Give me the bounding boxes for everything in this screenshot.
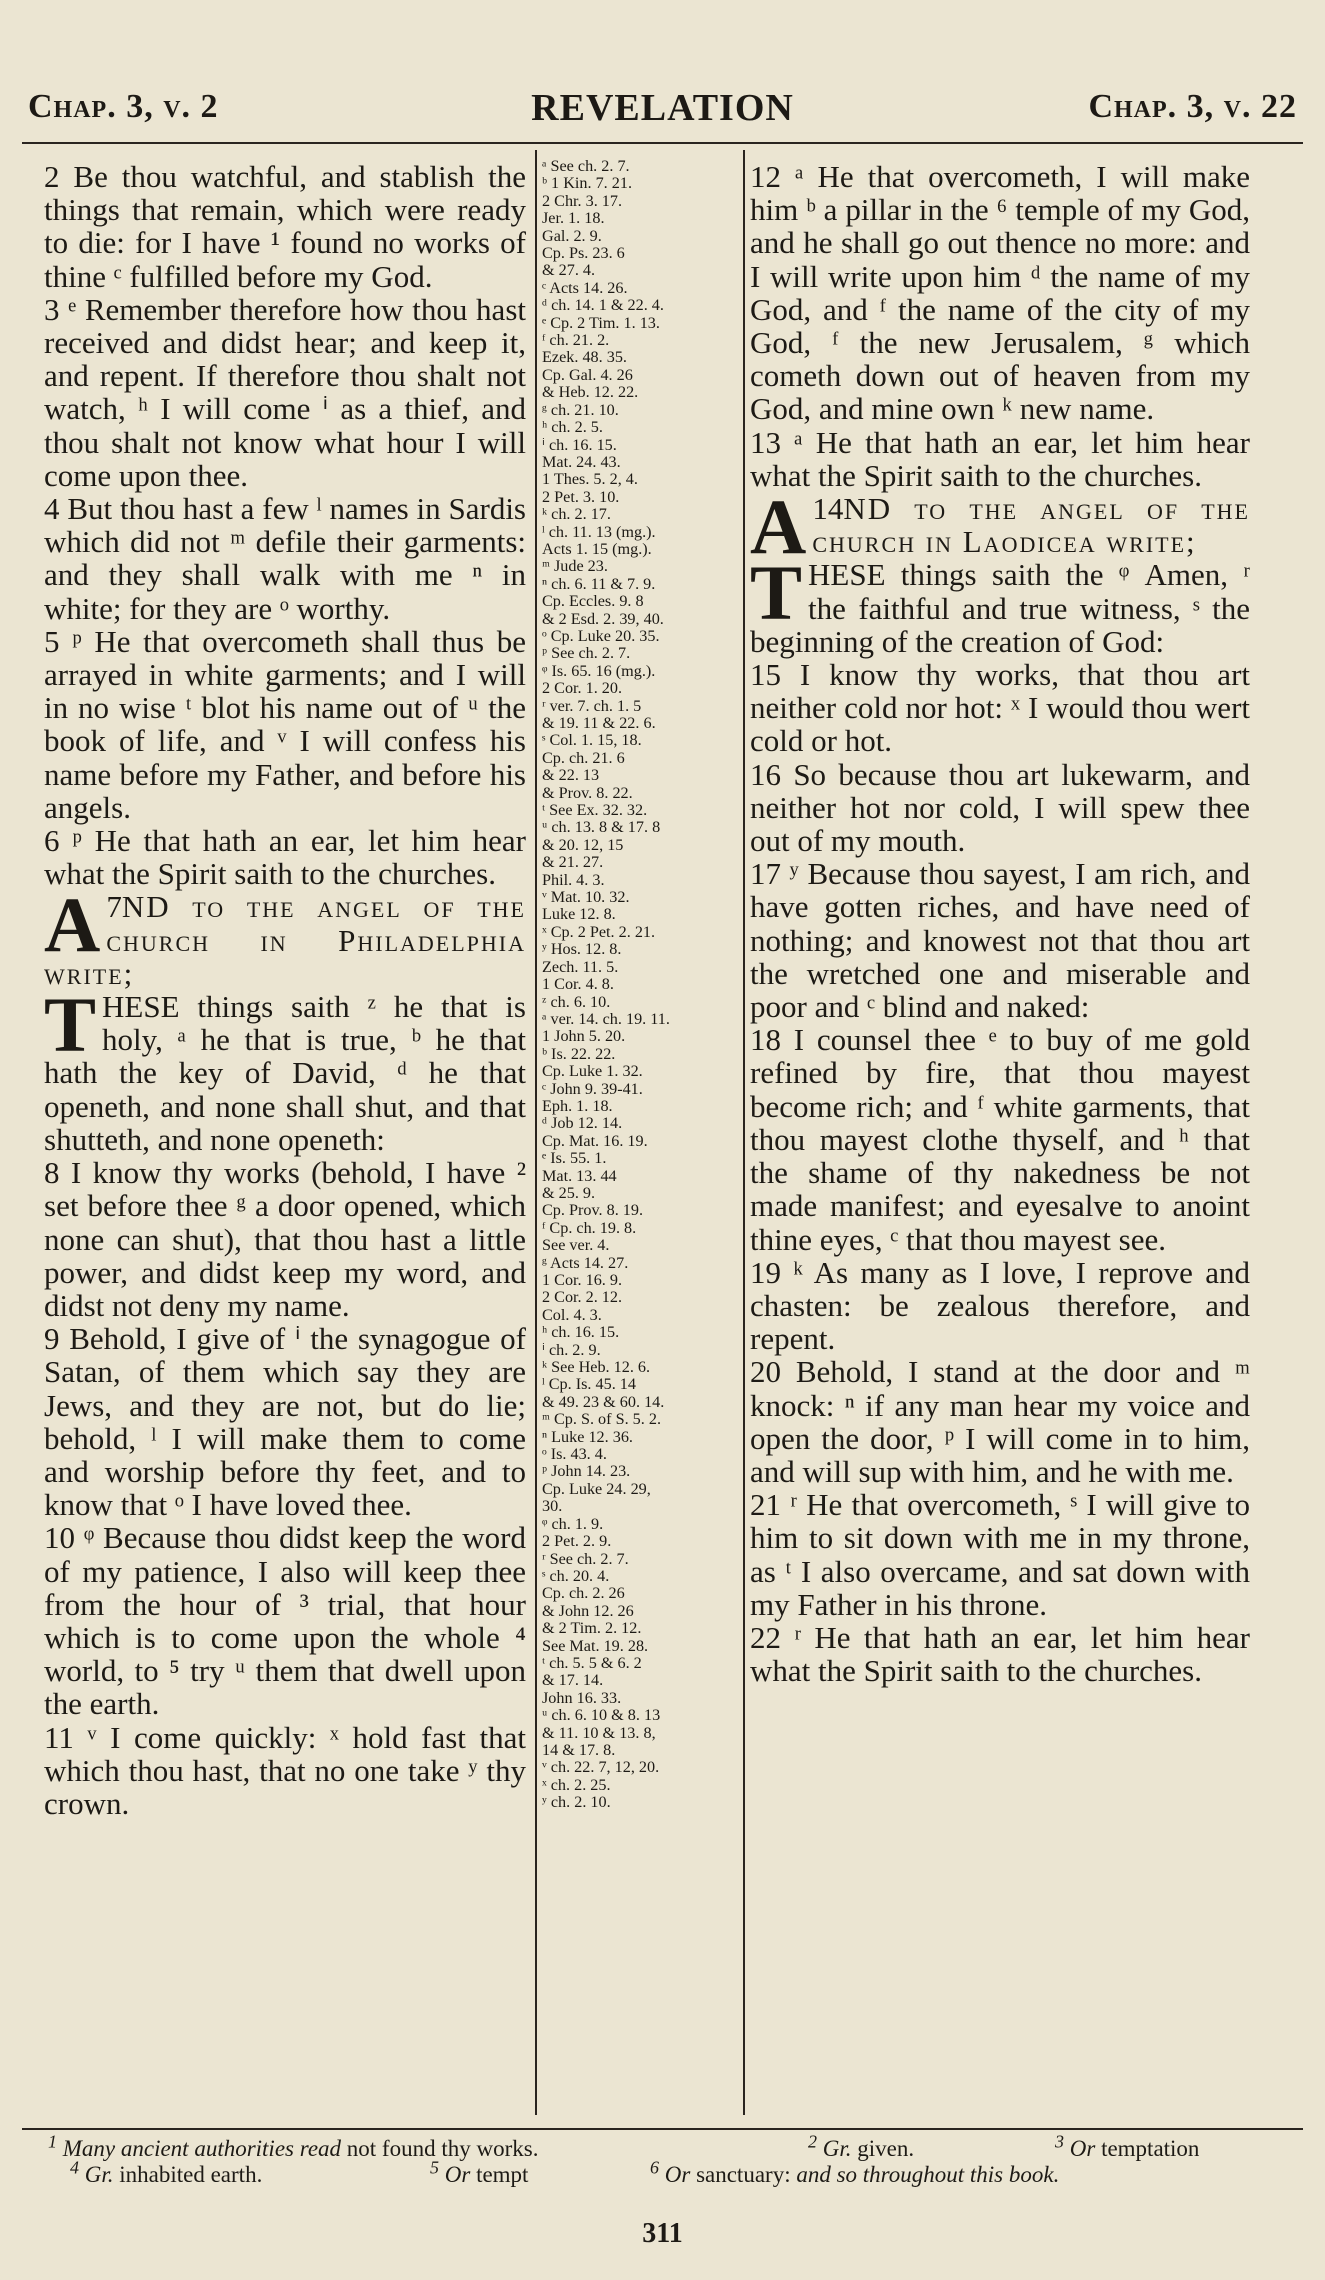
cross-reference-line: Col. 4. 3. <box>542 1305 602 1324</box>
footnote-line-2 <box>40 2157 1295 2188</box>
cross-reference-line: ᵗ See Ex. 32. 32. <box>542 801 648 820</box>
cross-reference-line: ᵠ Is. 65. 16 (mg.). <box>542 661 656 680</box>
cross-reference-line: & 22. 13 <box>542 766 600 785</box>
cross-reference-line: ᶠ Cp. ch. 19. 8. <box>542 1218 637 1237</box>
cross-reference-line: Phil. 4. 3. <box>542 870 605 889</box>
cross-reference-line: ⁱ ch. 16. 15. <box>542 435 617 454</box>
cross-reference-line: Cp. Prov. 8. 19. <box>542 1201 644 1220</box>
verse-9: 9 Behold, I give of ⁱ the synagogue of Satan, of them which say they are Jews, and they are not, but do lie; behold, ˡ I will make them to come and worship before thy feet, and to know that ᵒ I have loved thee. <box>44 1321 526 1523</box>
cross-reference-line: 1 Thes. 5. 2, 4. <box>542 470 638 489</box>
footnote-rule <box>22 2128 1303 2130</box>
verse-20: 20 Behold, I stand at the door and ᵐ knock: ⁿ if any man hear my voice and open the door, ᵖ I will come in to him, and will sup with him, and he with me. <box>750 1354 1250 1489</box>
verse-10: 10 ᵠ Because thou didst keep the word of my patience, I also will keep thee from the hour of ³ trial, that hour which is to come upon the whole ⁴ world, to ⁵ try ᵘ them that dwell upon the earth. <box>44 1520 526 1722</box>
verse-7-number: 7 <box>106 889 122 925</box>
footnotes <box>40 2131 1295 2188</box>
cross-reference-line: & 25. 9. <box>542 1183 596 1202</box>
verse-13: 13 ᵃ He that hath an ear, let him hear what the Spirit saith to the churches. <box>750 424 1250 493</box>
cross-reference-line: ʳ ver. 7. ch. 1. 5 <box>542 696 642 715</box>
cross-reference-line: ᵍ Acts 14. 27. <box>542 1253 629 1272</box>
cross-reference-line: & 2 Tim. 2. 12. <box>542 1619 642 1638</box>
letter-opening-laodicea <box>750 549 1250 659</box>
page-number: 311 <box>642 2218 683 2249</box>
cross-reference-line: ᵍ ch. 21. 10. <box>542 400 619 419</box>
header-right-chapter-verse: Chap. 3, v. 22 <box>1088 88 1297 125</box>
cross-reference-line: ˣ Cp. 2 Pet. 2. 21. <box>542 922 656 941</box>
cross-reference-line: ˢ ch. 20. 4. <box>542 1566 610 1585</box>
cross-reference-line: & 19. 11 & 22. 6. <box>542 714 656 732</box>
cross-reference-line: Cp. Eccles. 9. 8 <box>542 592 644 611</box>
cross-reference-line: ᵉ Cp. 2 Tim. 1. 13. <box>542 313 660 332</box>
running-header <box>22 86 1303 144</box>
verse-14-number: 14 <box>812 491 844 527</box>
header-left-chapter-verse: Chap. 3, v. 2 <box>28 88 219 125</box>
cross-reference-line: Mat. 24. 43. <box>542 452 621 471</box>
cross-reference-line: Cp. Ps. 23. 6 <box>542 244 625 263</box>
section-heading-laodicea <box>750 483 1250 571</box>
cross-reference-line: ᵇ 1 Kin. 7. 21. <box>542 174 632 193</box>
cross-reference-line: ᵛ Mat. 10. 32. <box>542 888 630 907</box>
cross-reference-line: Cp. ch. 21. 6 <box>542 748 625 767</box>
cross-reference-line: Ezek. 48. 35. <box>542 348 627 367</box>
cross-reference-line: ⁿ ch. 6. 11 & 7. 9. <box>542 574 656 593</box>
cross-reference-line: ᵘ ch. 13. 8 & 17. 8 <box>542 818 661 837</box>
cross-reference-line: Eph. 1. 18. <box>542 1096 613 1115</box>
cross-reference-line: & Prov. 8. 22. <box>542 783 633 802</box>
cross-reference-line: ᵒ Is. 43. 4. <box>542 1445 607 1464</box>
section-heading-philadelphia <box>44 881 526 991</box>
verse-22: 22 ʳ He that hath an ear, let him hear what the Spirit saith to the churches. <box>750 1619 1250 1689</box>
cross-reference-line: ʰ ch. 16. 15. <box>542 1323 620 1342</box>
cross-reference-line: Cp. Luke 1. 32. <box>542 1062 643 1081</box>
cross-reference-line: ᵈ Job 12. 14. <box>542 1114 623 1133</box>
cross-reference-line: Cp. Luke 24. 29, <box>542 1479 651 1498</box>
column-divider-right <box>743 150 745 2115</box>
letter-opening-text: HESE things saith the ᵠ Amen, ʳ the faithful and true witness, ˢ the beginning of the creation of God: <box>750 557 1250 659</box>
cross-reference-line: ᶠ ch. 21. 2. <box>542 331 610 350</box>
verse-14-text: ND to the angel of the church in Laodicea write; <box>812 491 1250 560</box>
right-text-column <box>750 160 1250 1687</box>
header-book-title: REVELATION <box>531 87 794 129</box>
cross-reference-line: Zech. 11. 5. <box>542 957 619 976</box>
cross-reference-line: ˡ Cp. Is. 45. 14 <box>542 1375 636 1394</box>
cross-reference-line: ᶜ Acts 14. 26. <box>542 278 628 297</box>
cross-reference-line: 2 Cor. 2. 12. <box>542 1288 623 1307</box>
cross-reference-line: 2 Chr. 3. 17. <box>542 191 623 210</box>
cross-reference-line: ᵏ See Heb. 12. 6. <box>542 1358 651 1377</box>
cross-reference-line: Gal. 2. 9. <box>542 226 602 245</box>
cross-reference-line: ᵒ Cp. Luke 20. 35. <box>542 626 660 645</box>
drop-cap-a: A <box>44 881 101 969</box>
cross-reference-line: ᵖ John 14. 23. <box>542 1462 631 1481</box>
cross-reference-line: ᵈ ch. 14. 1 & 22. 4. <box>542 296 664 315</box>
verse-3: 3 ᵉ Remember therefore how thou hast received and didst hear; and keep it, and repent. If therefore thou shalt not watch, ʰ I will come ⁱ as a thief, and thou shalt not know what hour I will come upon thee. <box>44 291 526 493</box>
cross-reference-line: & 17. 14. <box>542 1671 604 1690</box>
cross-reference-line: ᵘ ch. 6. 10 & 8. 13 <box>542 1706 661 1725</box>
verse-4: 4 But thou hast a few ˡ names in Sardis which did not ᵐ defile their garments: and they shall walk with me ⁿ in white; for they are ᵒ worthy. <box>44 491 526 626</box>
verse-19: 19 ᵏ As many as I love, I reprove and chasten: be zealous therefore, and repent. <box>750 1254 1250 1357</box>
header-rule <box>22 142 1303 144</box>
cross-reference-line: & John 12. 26 <box>542 1601 634 1620</box>
cross-reference-line: Cp. ch. 2. 26 <box>542 1584 625 1603</box>
footnote-5: $^5$ Or tempt <box>430 2157 529 2187</box>
footnote-line-1 <box>40 2131 1295 2162</box>
footnote-2: $^2$ Gr. given. <box>808 2131 915 2161</box>
cross-reference-line: Mat. 13. 44 <box>542 1166 617 1185</box>
drop-cap-t: T <box>44 981 97 1069</box>
verse-21: 21 ʳ He that overcometh, ˢ I will give to him to sit down with me in my throne, as ᵗ I also overcame, and sat down with my Father in his throne. <box>750 1487 1250 1622</box>
verse-16: 16 So because thou art lukewarm, and neither hot nor cold, I will spew thee out of my mouth. <box>750 756 1250 859</box>
cross-reference-line: ᵉ Is. 55. 1. <box>542 1149 607 1168</box>
cross-reference-line: ᶜ John 9. 39-41. <box>542 1079 643 1098</box>
letter-opening-philadelphia <box>44 981 526 1157</box>
cross-reference-line: ᵐ Jude 23. <box>542 557 608 576</box>
cross-reference-line: ᶻ ch. 6. 10. <box>542 992 611 1011</box>
cross-reference-line: & 20. 12, 15 <box>542 835 624 854</box>
cross-reference-line: ⁿ Luke 12. 36. <box>542 1427 633 1446</box>
cross-reference-line: ʳ See ch. 2. 7. <box>542 1549 629 1568</box>
cross-reference-line: ʸ ch. 2. 10. <box>542 1793 611 1812</box>
verse-11: 11 ᵛ I come quickly: ˣ hold fast that which thou hast, that no one take ʸ thy crown. <box>44 1719 526 1821</box>
cross-reference-line: 1 Cor. 16. 9. <box>542 1271 623 1289</box>
cross-reference-line: & Heb. 12. 22. <box>542 383 639 402</box>
cross-reference-line: 30. <box>542 1497 563 1516</box>
cross-reference-line: 2 Cor. 1. 20. <box>542 679 623 698</box>
cross-reference-line: & 11. 10 & 13. 8, <box>542 1723 656 1742</box>
footnote-4: $^4$ Gr. inhabited earth. <box>70 2157 263 2187</box>
cross-reference-line: See ver. 4. <box>542 1236 610 1255</box>
cross-reference-line: Acts 1. 15 (mg.). <box>542 539 652 558</box>
verse-12: 12 ᵃ He that overcometh, I will make him ᵇ a pillar in the ⁶ temple of my God, and he shall go out thence no more: and I will write upon him ᵈ the name of my God, and ᶠ the name of the city of my God, ᶠ the new Jerusalem, ᵍ which cometh down out of heaven from my God, and mine own ᵏ new name. <box>750 159 1250 427</box>
cross-reference-line: ˢ Col. 1. 15, 18. <box>542 731 642 750</box>
drop-cap-t: T <box>750 549 803 637</box>
cross-reference-line: & 49. 23 & 60. 14. <box>542 1392 665 1411</box>
cross-reference-line: 14 & 17. 8. <box>542 1740 616 1759</box>
cross-reference-line: ˣ ch. 2. 25. <box>542 1775 611 1794</box>
cross-reference-column <box>542 158 738 1812</box>
drop-cap-a: A <box>750 483 807 571</box>
cross-reference-line: ᵗ ch. 5. 5 & 6. 2 <box>542 1653 642 1672</box>
cross-reference-line: John 16. 33. <box>542 1688 622 1707</box>
cross-reference-line: & 21. 27. <box>542 853 604 872</box>
cross-reference-line: ᵐ Cp. S. of S. 5. 2. <box>542 1410 661 1429</box>
cross-reference-line: ᵛ ch. 22. 7, 12, 20. <box>542 1758 660 1777</box>
cross-reference-line: ˡ ch. 11. 13 (mg.). <box>542 522 656 541</box>
cross-reference-line: ᵠ ch. 1. 9. <box>542 1514 604 1533</box>
cross-reference-line: ᵏ ch. 2. 17. <box>542 505 611 524</box>
cross-reference-line: 1 John 5. 20. <box>542 1027 626 1046</box>
cross-reference-line: 2 Pet. 3. 10. <box>542 487 620 506</box>
verse-7-text: ND to the angel of the church in Philadelphia write; <box>44 889 526 991</box>
cross-reference-line: ᵇ Is. 22. 22. <box>542 1044 616 1063</box>
cross-reference-line: ᵖ See ch. 2. 7. <box>542 644 631 663</box>
left-text-column <box>44 160 526 1820</box>
verse-6: 6 ᵖ He that hath an ear, let him hear what the Spirit saith to the churches. <box>44 823 526 892</box>
cross-reference-line: ʰ ch. 2. 5. <box>542 418 603 437</box>
cross-reference-line: ʸ Hos. 12. 8. <box>542 940 622 959</box>
cross-reference-line: Jer. 1. 18. <box>542 209 605 228</box>
cross-reference-line: Cp. Gal. 4. 26 <box>542 365 633 384</box>
verse-8: 8 I know thy works (behold, I have ² set before thee ᵍ a door opened, which none can shut), that thou hast a little power, and didst keep my word, and didst not deny my name. <box>44 1155 526 1323</box>
cross-reference-line: & 27. 4. <box>542 261 596 280</box>
column-divider-left <box>535 150 537 2115</box>
cross-reference-line: ᵃ See ch. 2. 7. <box>542 157 630 175</box>
letter-opening-text: HESE things saith ᶻ he that is holy, ᵃ he that is true, ᵇ he that hath the key of David, ᵈ he that openeth, and none shall shut, and that shutteth, and none openeth: <box>44 989 526 1157</box>
cross-reference-line: & 2 Esd. 2. 39, 40. <box>542 609 664 628</box>
cross-reference-line: Luke 12. 8. <box>542 905 616 924</box>
cross-reference-line: See Mat. 19. 28. <box>542 1636 649 1655</box>
footnote-1: $^1$ Many ancient authorities read not found thy works. <box>48 2131 539 2161</box>
cross-reference-line: 2 Pet. 2. 9. <box>542 1532 612 1551</box>
verse-18: 18 I counsel thee ᵉ to buy of me gold refined by fire, that thou mayest become rich; and ᶠ white garments, that thou mayest clothe thyself, and ʰ that the shame of thy nakedness be not made manifest; and eyesalve to anoint thine eyes, ᶜ that thou mayest see. <box>750 1022 1250 1257</box>
cross-reference-line: ⁱ ch. 2. 9. <box>542 1340 601 1359</box>
cross-reference-line: 1 Cor. 4. 8. <box>542 975 614 994</box>
cross-reference-line: ᵃ ver. 14. ch. 19. 11. <box>542 1009 670 1028</box>
verse-15: 15 I know thy works, that thou art neither cold nor hot: ˣ I would thou wert cold or hot. <box>750 657 1250 759</box>
verse-17: 17 ʸ Because thou sayest, I am rich, and have gotten riches, and have need of nothing; and knowest not that thou art the wretched one and miserable and poor and ᶜ blind and naked: <box>750 856 1250 1025</box>
verse-5: 5 ᵖ He that overcometh shall thus be arrayed in white garments; and I will in no wise ᵗ blot his name out of ᵘ the book of life, and ᵛ I will confess his name before my Father, and before his angels. <box>44 623 526 825</box>
cross-reference-line: Cp. Mat. 16. 19. <box>542 1131 648 1150</box>
footnote-3: $^3$ Or temptation <box>1055 2131 1200 2161</box>
verse-2: 2 Be thou watchful, and stablish the things that remain, which were ready to die: for I have ¹ found no works of thine ᶜ fulfilled before my God. <box>44 159 526 294</box>
footnote-6: $^6$ Or sanctuary: and so throughout this book. <box>650 2157 1060 2187</box>
